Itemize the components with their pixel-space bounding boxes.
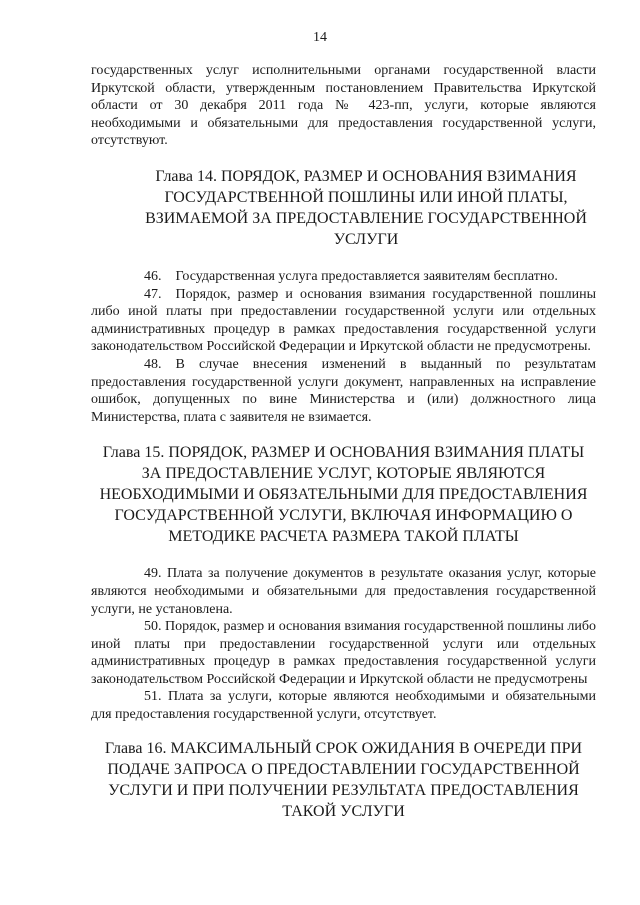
paragraph-47: 47. Порядок, размер и основания взимания государственной пошлины либо иной платы при предоставлении государственной услуги или отдельных административных процедур в рамках предоставления государственной услуги законодательством Российской Федерации и Иркутской области не предусмотрены. xyxy=(91,286,596,355)
document-body xyxy=(91,62,596,842)
paragraph-49: 49. Плата за получение документов в результате оказания услуг, которые являются необходимыми и обязательными для предоставления государственной услуги, не установлена. xyxy=(91,566,596,617)
chapter-15-heading: Глава 15. ПОРЯДОК, РАЗМЕР И ОСНОВАНИЯ ВЗИМАНИЯ ПЛАТЫ ЗА ПРЕДОСТАВЛЕНИЕ УСЛУГ, КОТОРЫЕ ЯВЛЯЮТСЯ НЕОБХОДИМЫМИ И ОБЯЗАТЕЛЬНЫМИ ДЛЯ ПРЕДОСТАВЛЕНИЯ ГОСУДАРСТВЕННОЙ УСЛУГИ, ВКЛЮЧАЯ ИНФОРМАЦИЮ О МЕТОДИКЕ РАСЧЕТА РАЗМЕРА ТАКОЙ ПЛАТЫ xyxy=(99,444,588,546)
intro-paragraph: государственных услуг исполнительными органами государственной власти Иркутской области, утвержденным постановлением Правительства Иркутской области от 30 декабря 2011 года № 423-пп, услуги, которые являются необходимыми и обязательными для предоставления государственной услуги, отсутствуют. xyxy=(91,63,596,149)
paragraph-50: 50. Порядок, размер и основания взимания государственной пошлины либо иной платы при предоставлении государственной услуги или отдельных административных процедур в рамках предоставления государственной услуги законодательством Российской Федерации и Иркутской области не предусмотрены xyxy=(91,619,596,687)
page-number: 14 xyxy=(313,30,327,45)
chapter-14-heading: Глава 14. ПОРЯДОК, РАЗМЕР И ОСНОВАНИЯ ВЗИМАНИЯ ГОСУДАРСТВЕННОЙ ПОШЛИНЫ ИЛИ ИНОЙ ПЛАТЫ, ВЗИМАЕМОЙ ЗА ПРЕДОСТАВЛЕНИЕ ГОСУДАРСТВЕННОЙ УСЛУГИ xyxy=(145,167,587,248)
paragraph-51: 51. Плата за услуги, которые являются необходимыми и обязательными для предоставления государственной услуги, отсутствует. xyxy=(91,689,596,723)
chapter-16-heading: Глава 16. МАКСИМАЛЬНЫЙ СРОК ОЖИДАНИЯ В ОЧЕРЕДИ ПРИ ПОДАЧЕ ЗАПРОСА О ПРЕДОСТАВЛЕНИИ ГОСУДАРСТВЕННОЙ УСЛУГИ И ПРИ ПОЛУЧЕНИИ РЕЗУЛЬТАТА ПРЕДОСТАВЛЕНИЯ ТАКОЙ УСЛУГИ xyxy=(104,739,583,820)
paragraph-46: 46. Государственная услуга предоставляется заявителям бесплатно. xyxy=(144,268,558,284)
paragraph-48: 48. В случае внесения изменений в выданный по результатам предоставления государственной услуги документ, направленных на исправление ошибок, допущенных по вине Министерства и (или) должностного лица Министерства, плата с заявителя не взимается. xyxy=(91,356,596,425)
